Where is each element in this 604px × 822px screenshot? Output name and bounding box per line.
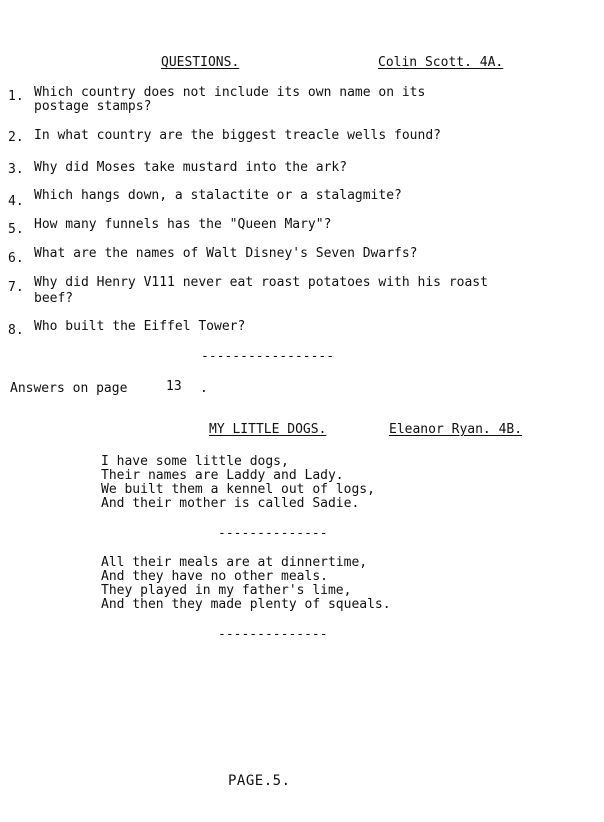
answers-label: Answers on page bbox=[10, 381, 128, 396]
poem-line: And then they made plenty of squeals. bbox=[101, 597, 391, 612]
question-text-line: How many funnels has the "Queen Mary"? bbox=[34, 217, 332, 232]
poem-title: MY LITTLE DOGS. bbox=[209, 422, 327, 437]
poem-line: We built them a kennel out of logs, bbox=[101, 482, 375, 497]
question-text-line: In what country are the biggest treacle wells found? bbox=[34, 128, 441, 143]
question-number: 2. bbox=[8, 130, 24, 145]
question-number: 7. bbox=[8, 280, 24, 295]
poem-divider: -------------- bbox=[218, 627, 328, 642]
question-text-line: Who built the Eiffel Tower? bbox=[34, 319, 246, 334]
question-number: 4. bbox=[8, 194, 24, 209]
question-text-line: Which hangs down, a stalactite or a stalagmite? bbox=[34, 188, 402, 203]
question-number: 5. bbox=[8, 222, 24, 237]
answers-page-number: 13 bbox=[166, 379, 182, 394]
question-number: 6. bbox=[8, 251, 24, 266]
answers-period: . bbox=[200, 381, 208, 396]
question-text-line: postage stamps? bbox=[34, 99, 152, 114]
question-number: 1. bbox=[8, 89, 24, 104]
poem-line: And they have no other meals. bbox=[101, 569, 328, 584]
question-text-line: Why did Henry V111 never eat roast potatoes with his roast bbox=[34, 275, 488, 290]
poem-line: And their mother is called Sadie. bbox=[101, 496, 360, 511]
poem-author: Eleanor Ryan. 4B. bbox=[389, 422, 523, 437]
questions-title: QUESTIONS. bbox=[161, 55, 240, 70]
poem-line: Their names are Laddy and Lady. bbox=[101, 468, 344, 483]
question-text-line: Why did Moses take mustard into the ark? bbox=[34, 160, 348, 175]
question-number: 3. bbox=[8, 162, 24, 177]
poem-line: I have some little dogs, bbox=[101, 454, 289, 469]
poem-divider: -------------- bbox=[218, 526, 328, 541]
page-number: PAGE.5. bbox=[228, 773, 291, 789]
poem-line: They played in my father's lime, bbox=[101, 583, 352, 598]
question-text-line: What are the names of Walt Disney's Seven Dwarfs? bbox=[34, 246, 418, 261]
question-text-line: Which country does not include its own name on its bbox=[34, 85, 426, 100]
poem-line: All their meals are at dinnertime, bbox=[101, 555, 368, 570]
question-number: 8. bbox=[8, 323, 24, 338]
section-divider: ----------------- bbox=[201, 349, 335, 364]
question-text-line: beef? bbox=[34, 291, 74, 306]
questions-author: Colin Scott. 4A. bbox=[378, 55, 504, 70]
